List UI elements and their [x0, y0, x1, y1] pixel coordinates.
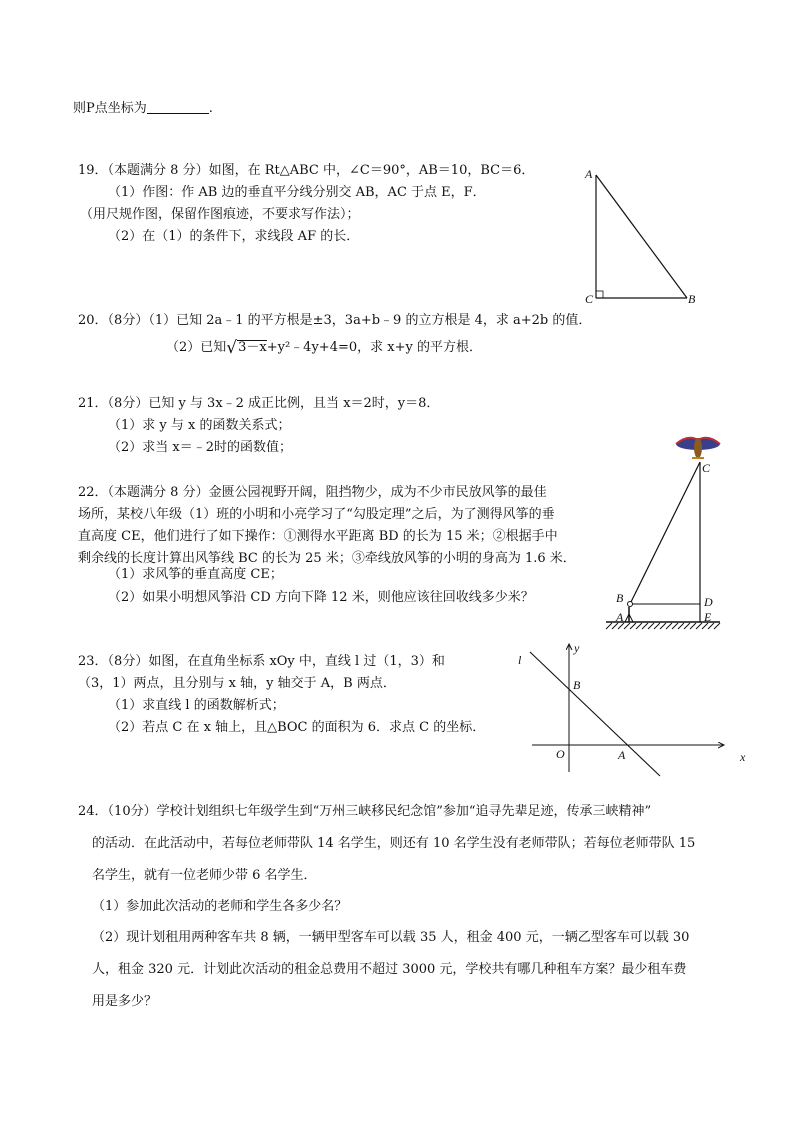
q19-label-c: C: [585, 292, 594, 306]
q22-line-5: （1）求风筝的垂直高度 CE；: [108, 567, 283, 582]
q23-label-a: A: [618, 748, 626, 762]
q24-line-7: 用是多少？: [92, 994, 158, 1009]
q23-label-l: l: [518, 653, 522, 667]
q23-label-o: O: [556, 747, 565, 761]
q22-label-a: A: [616, 610, 624, 624]
q24-line-6: 人，租金 320 元．计划此次活动的租金总费用不超过 3000 元，学校共有哪几种租车方案？最少租车费: [92, 962, 687, 977]
q18-tail-line: 则P点坐标为 .: [73, 101, 213, 116]
q23-line-2: （3，1）两点，且分别与 x 轴，y 轴交于 A，B 两点．: [78, 676, 396, 691]
q23-line-4: （2）若点 C 在 x 轴上，且△BOC 的面积为 6．求点 C 的坐标．: [108, 720, 486, 735]
answer-blank[interactable]: [147, 101, 209, 114]
q21-line-1: 21．（8分）已知 y 与 3x﹣2 成正比例，且当 x＝2时，y＝8．: [78, 396, 440, 411]
radicand: 3－x: [238, 340, 267, 355]
q23-label-b: B: [573, 678, 581, 692]
q19-line-3: （用尺规作图，保留作图痕迹，不要求写作法）；: [80, 207, 360, 222]
q23-label-x: x: [740, 750, 746, 764]
radical-sign: √: [226, 338, 238, 358]
q23-line-3: （1）求直线 l 的函数解析式；: [108, 698, 285, 713]
q22-label-b: B: [616, 591, 624, 605]
q22-label-e: E: [704, 610, 712, 624]
q19-triangle-figure: [580, 165, 700, 310]
q19-line-2: （1）作图：作 AB 边的垂直平分线分别交 AB，AC 于点 E，F．: [108, 185, 486, 200]
q22-line-3: 直高度 CE，他们进行了如下操作：①测得水平距离 BD 的长为 15 米；②根据手中: [78, 529, 558, 544]
q22-line-1: 22．（本题满分 8 分）金匮公园视野开阔，阻挡物少，成为不少市民放风筝的最佳: [78, 485, 547, 500]
q23-coordinate-figure: [510, 640, 750, 775]
q24-line-5: （2）现计划租用两种客车共 8 辆，一辆甲型客车可以载 35 人，租金 400 元，一辆乙型客车可以载 30: [92, 930, 690, 945]
q19-label-b: B: [688, 292, 696, 306]
q24-line-2: 的活动．在此活动中，若每位老师带队 14 名学生，则还有 10 名学生没有老师带队；若每位老师带队 15: [92, 836, 696, 851]
q24-line-3: 名学生，就有一位老师少带 6 名学生．: [92, 868, 317, 883]
q19-label-a: A: [585, 167, 593, 181]
q22-kite-figure: [600, 432, 730, 637]
q21-line-2: （1）求 y 与 x 的函数关系式；: [108, 418, 291, 433]
q19-line-1: 19．（本题满分 8 分）如图，在 Rt△ABC 中，∠C＝90°，AB＝10，BC＝6．: [78, 163, 535, 178]
kite-icon: [676, 438, 720, 458]
q23-label-y: y: [574, 641, 580, 655]
q19-line-4: （2）在（1）的条件下，求线段 AF 的长．: [108, 229, 360, 244]
q24-line-1: 24．（10分）学校计划组织七年级学生到“万州三峡移民纪念馆”参加“追寻先辈足迹，传承三峡精神”: [78, 804, 652, 819]
q22-line-6: （2）如果小明想风筝沿 CD 方向下降 12 米，则他应该往回收线多少米？: [108, 590, 534, 605]
q22-label-d: D: [704, 595, 713, 609]
q22-line-2: 场所，某校八年级（1）班的小明和小亮学习了“勾股定理”之后，为了测得风筝的垂: [78, 507, 555, 522]
q24-line-4: （1）参加此次活动的老师和学生各多少名？: [92, 899, 348, 914]
q23-line-1: 23．（8分）如图，在直角坐标系 xOy 中，直线 l 过（1，3）和: [78, 654, 445, 669]
q20-line-1: 20．（8分）（1）已知 2a﹣1 的平方根是±3，3a+b﹣9 的立方根是 4，求 a+2b 的值．: [78, 313, 592, 328]
q22-label-c: C: [702, 461, 711, 475]
q21-line-3: （2）求当 x＝﹣2时的函数值；: [108, 440, 293, 455]
q20-line-2: （2）已知√3－x+y²﹣4y+4=0，求 x+y 的平方根．: [166, 338, 482, 358]
q22-line-4: 剩余线的长度计算出风筝线 BC 的长为 25 米；③牵线放风筝的小明的身高为 1.6 米．: [78, 551, 576, 566]
